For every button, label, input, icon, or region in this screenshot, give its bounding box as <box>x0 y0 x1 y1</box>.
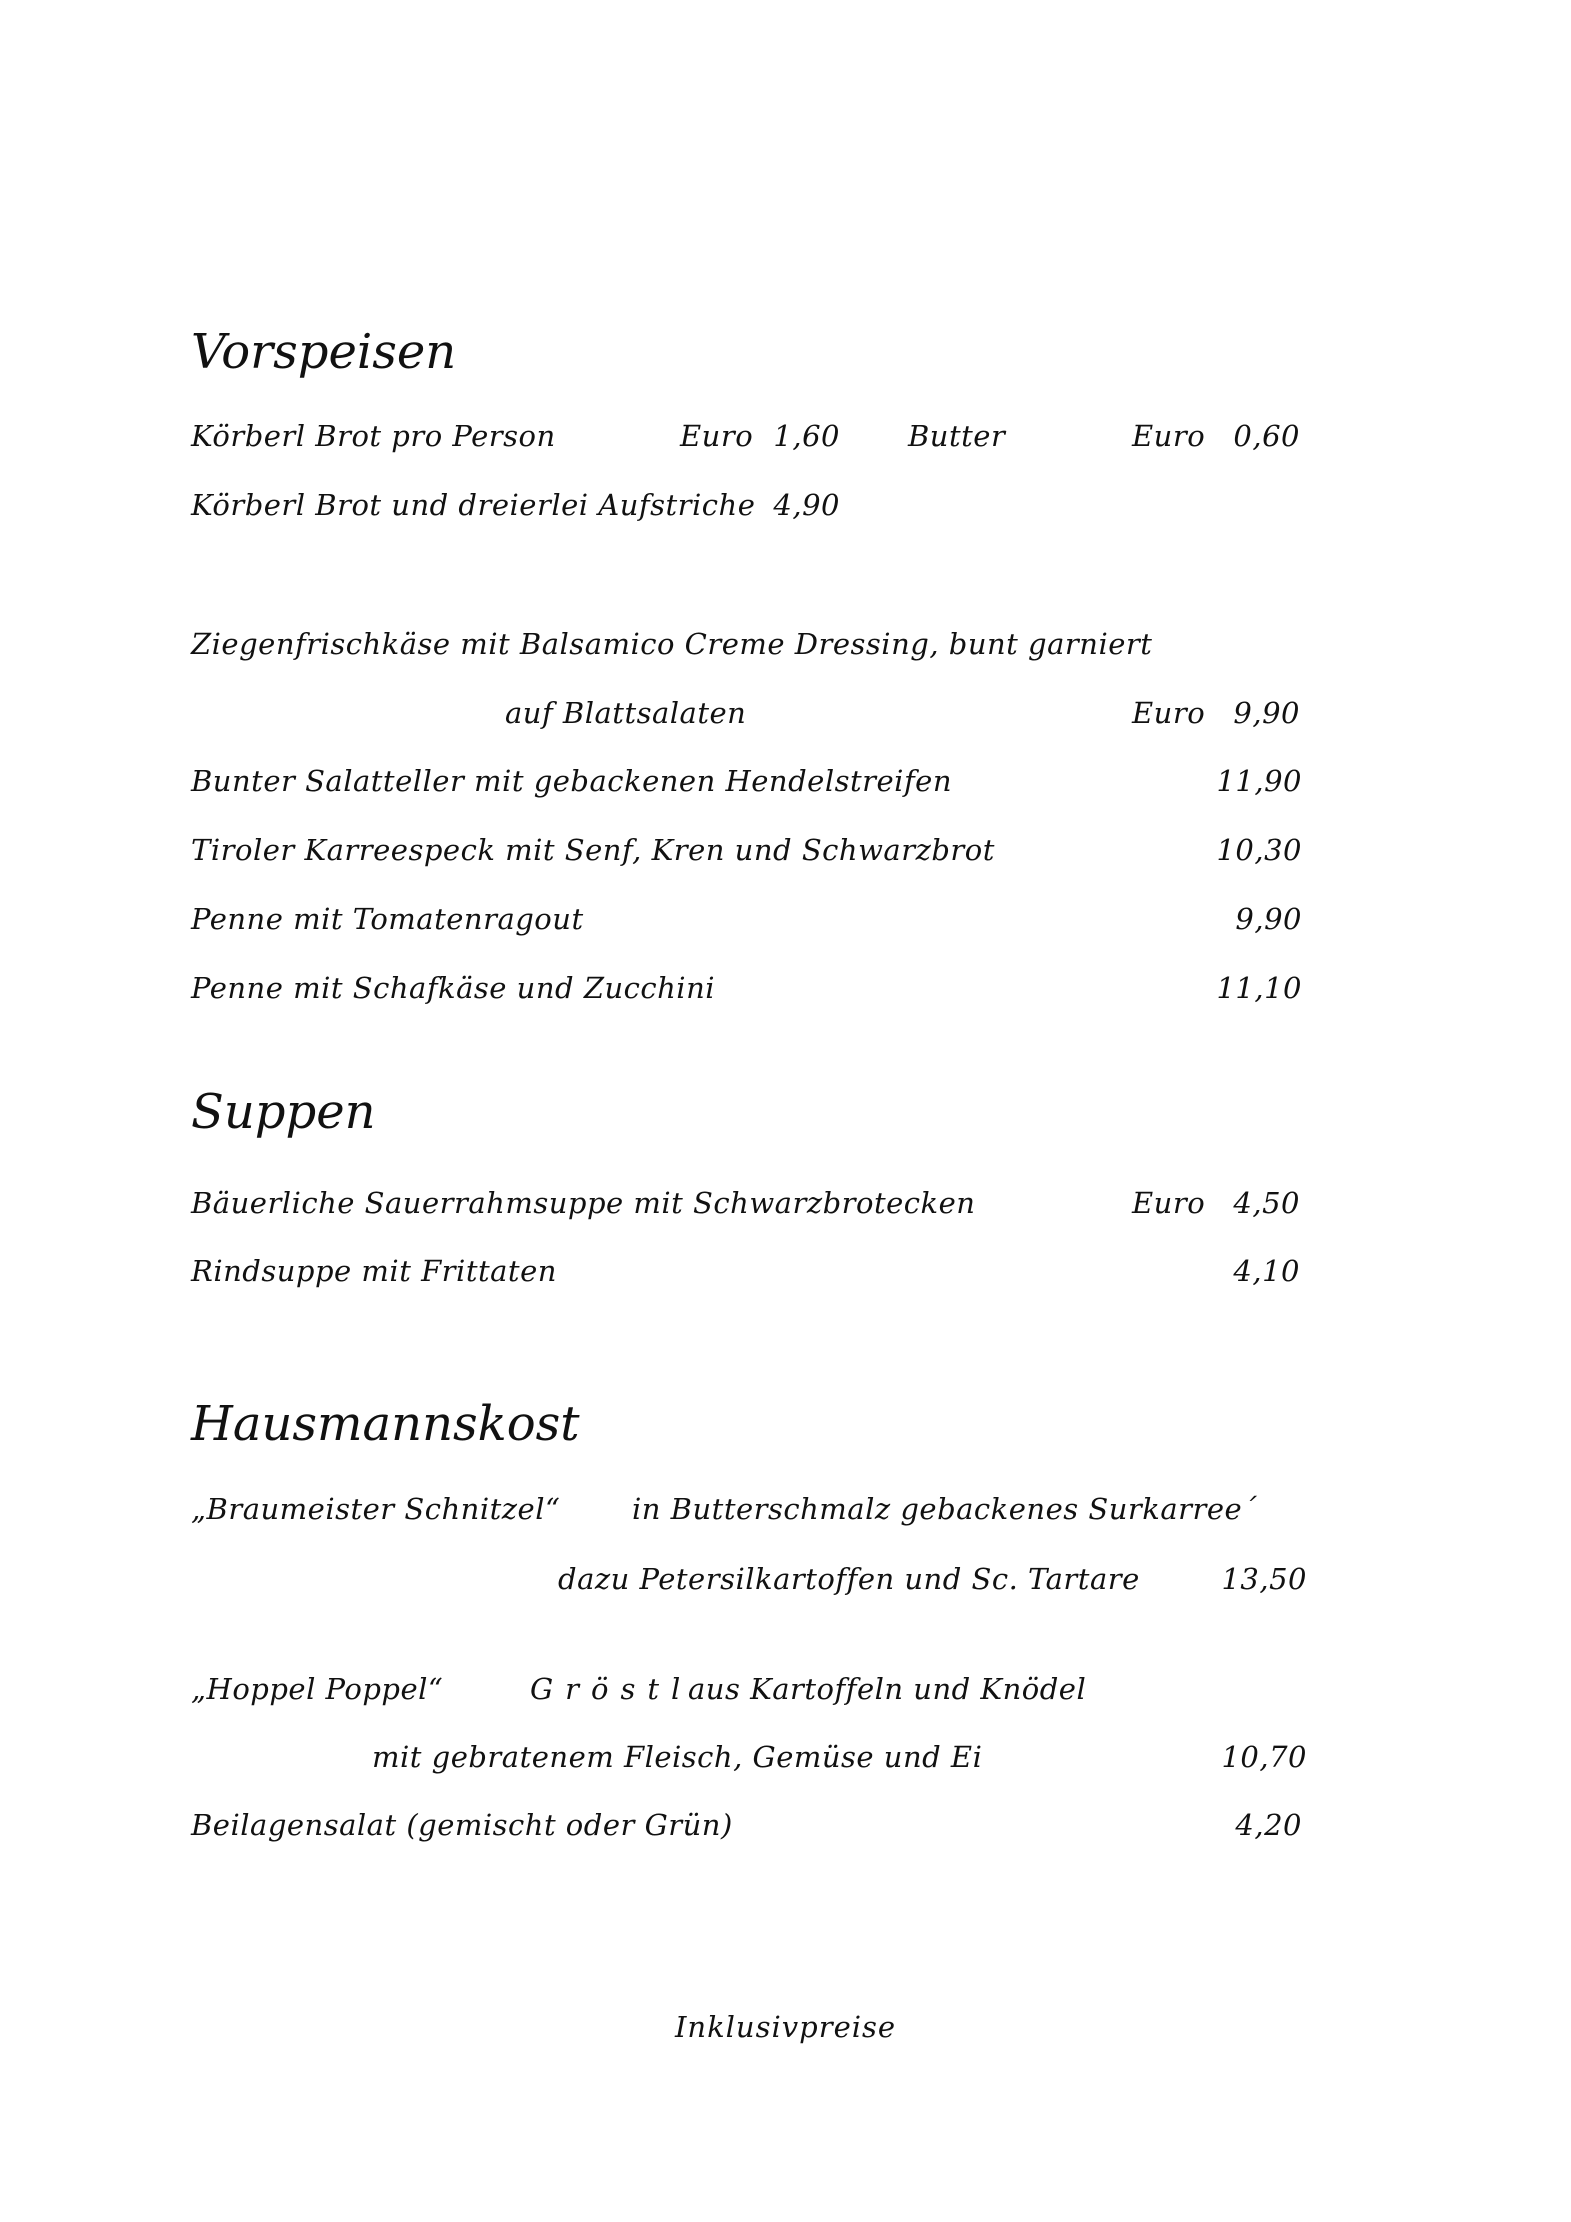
menu-item-butter-price: 0,60 <box>1233 419 1300 453</box>
menu-item-ziegen-line2: auf Blattsalaten <box>505 696 747 730</box>
menu-item-salatteller-price: 11,90 <box>1216 764 1302 798</box>
menu-item-sauerrahm-price: 4,50 <box>1233 1186 1300 1220</box>
menu-item-penne-schaf-price: 11,10 <box>1216 971 1302 1005</box>
menu-item-beilagensalat-label: Beilagensalat (gemischt oder Grün) <box>191 1808 733 1842</box>
menu-item-ziegen-currency: Euro <box>1132 696 1206 730</box>
menu-item-karreespeck-label: Tiroler Karreespeck mit Senf, Kren und Schwarzbrot <box>191 833 995 867</box>
menu-item-beilagensalat-price: 4,20 <box>1235 1808 1302 1842</box>
menu-item-hoppel-line2: mit gebratenem Fleisch, Gemüse und Ei <box>372 1740 983 1774</box>
menu-item-hoppel-line1: aus Kartoffeln und Knödel <box>688 1672 1087 1706</box>
menu-item-schnitzel-name: „Braumeister Schnitzel“ <box>191 1492 561 1526</box>
menu-item-hoppel-price: 10,70 <box>1221 1740 1307 1774</box>
menu-item-salatteller-label: Bunter Salatteller mit gebackenen Hendelstreifen <box>191 764 953 798</box>
menu-item-rindsuppe-label: Rindsuppe mit Frittaten <box>191 1254 557 1288</box>
menu-item-penne-tomate-price: 9,90 <box>1235 902 1302 936</box>
section-heading-hausmannskost: Hausmannskost <box>191 1396 580 1452</box>
menu-item-karreespeck-price: 10,30 <box>1216 833 1302 867</box>
menu-item-ziegen-price: 9,90 <box>1233 696 1300 730</box>
menu-item-butter-label: Butter <box>908 419 1006 453</box>
menu-item-brot-aufstriche-label: Körberl Brot und dreierlei Aufstriche <box>191 488 756 522</box>
section-heading-suppen: Suppen <box>191 1084 376 1140</box>
menu-item-brot-label: Körberl Brot pro Person <box>191 419 556 453</box>
menu-item-brot-currency: Euro <box>680 419 754 453</box>
menu-item-penne-tomate-label: Penne mit Tomatenragout <box>191 902 584 936</box>
section-heading-vorspeisen: Vorspeisen <box>191 324 457 380</box>
menu-item-ziegen-line1: Ziegenfrischkäse mit Balsamico Creme Dressing, bunt garniert <box>191 627 1153 661</box>
menu-item-sauerrahm-currency: Euro <box>1132 1186 1206 1220</box>
menu-item-schnitzel-line2: dazu Petersilkartoffen und Sc. Tartare <box>558 1562 1140 1596</box>
menu-item-hoppel-name: „Hoppel Poppel“ <box>191 1672 444 1706</box>
menu-item-schnitzel-price: 13,50 <box>1221 1562 1307 1596</box>
menu-item-sauerrahm-label: Bäuerliche Sauerrahmsuppe mit Schwarzbrotecken <box>191 1186 976 1220</box>
menu-item-penne-schaf-label: Penne mit Schafkäse und Zucchini <box>191 971 716 1005</box>
footer-note: Inklusivpreise <box>674 2010 897 2044</box>
menu-item-schnitzel-line1: in Butterschmalz gebackenes Surkarree´ <box>632 1492 1258 1526</box>
menu-item-hoppel-groestl: Gröstl <box>530 1672 693 1706</box>
menu-item-brot-aufstriche-price: 4,90 <box>773 488 840 522</box>
menu-item-rindsuppe-price: 4,10 <box>1233 1254 1300 1288</box>
menu-item-butter-currency: Euro <box>1132 419 1206 453</box>
menu-item-brot-price: 1,60 <box>773 419 840 453</box>
